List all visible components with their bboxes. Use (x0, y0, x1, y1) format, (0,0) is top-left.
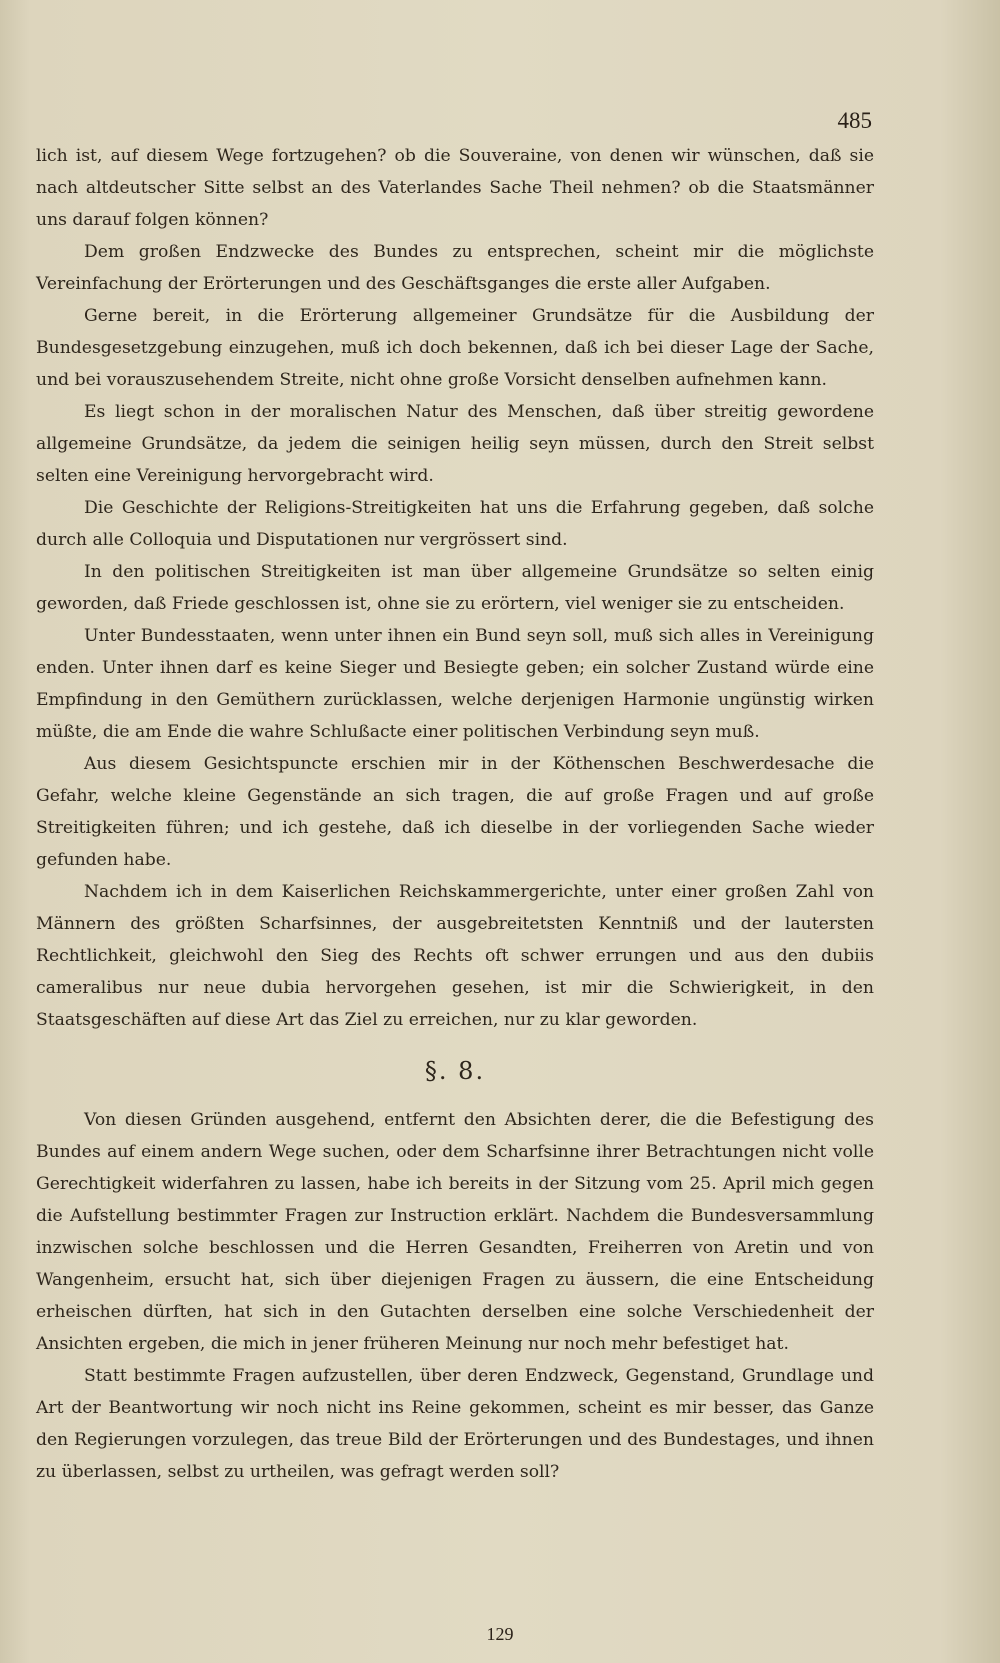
paragraph: Die Geschichte der Religions-Streitigkeiten hat uns die Erfahrung gegeben, daß solche durch alle Colloquia und Disputationen nur vergrössert sind. (36, 498, 874, 550)
paragraph: Statt bestimmte Fragen aufzustellen, über deren Endzweck, Gegenstand, Grundlage und Art der Beantwortung wir noch nicht ins Reine gekommen, scheint es mir besser, das Ganze den Regierungen vorzulegen, das treue Bild der Erörterungen und des Bundestages, und ihnen zu überlassen, selbst zu urtheilen, was gefragt werden soll? (36, 1366, 874, 1482)
paragraph: Von diesen Gründen ausgehend, entfernt den Absichten derer, die die Befestigung des Bundes auf einem andern Wege suchen, oder dem Scharfsinne ihrer Betrachtungen nicht volle Gerechtigkeit widerfahren zu lassen, habe ich bereits in der Sitzung vom 25. April mich gegen die Aufstellung bestimmter Fragen zur Instruction erklärt. Nachdem die Bundesversammlung inzwischen solche beschlossen und die Herren Gesandten, Freiherren von Aretin und von Wangenheim, ersucht hat, sich über diejenigen Fragen zu äussern, die eine Entscheidung erheischen dürften, hat sich in den Gutachten derselben eine solche Verschiedenheit der Ansichten ergeben, die mich in jener früheren Meinung nur noch mehr befestiget hat. (36, 1110, 874, 1354)
paragraph: Nachdem ich in dem Kaiserlichen Reichskammergerichte, unter einer großen Zahl von Männern des größten Scharfsinnes, der ausgebreitetsten Kenntniß und der lautersten Rechtlichkeit, gleichwohl den Sieg des Rechts oft schwer errungen und aus den dubiis cameralibus nur neue dubia hervorgehen gesehen, ist mir die Schwierigkeit, in den Staatsgeschäften auf diese Art das Ziel zu erreichen, nur zu klar geworden. (36, 882, 874, 1030)
body-text (36, 140, 874, 1488)
paragraph: Aus diesem Gesichtspuncte erschien mir in der Köthenschen Beschwerdesache die Gefahr, welche kleine Gegenstände an sich tragen, die auf große Fragen und auf große Streitigkeiten führen; und ich gestehe, daß ich dieselbe in der vorliegenden Sache wieder gefunden habe. (36, 754, 874, 870)
section-heading: §. 8. (424, 1057, 486, 1085)
signature-mark: 129 (486, 1624, 514, 1644)
paragraph: Gerne bereit, in die Erörterung allgemeiner Grundsätze für die Ausbildung der Bundesgesetzgebung einzugehen, muß ich doch bekennen, daß ich bei dieser Lage der Sache, und bei vorauszusehendem Streite, nicht ohne große Vorsicht denselben aufnehmen kann. (36, 306, 874, 390)
paragraph: Dem großen Endzwecke des Bundes zu entsprechen, scheint mir die möglichste Vereinfachung der Erörterungen und des Geschäftsganges die erste aller Aufgaben. (36, 242, 874, 294)
paragraph: Es liegt schon in der moralischen Natur des Menschen, daß über streitig gewordene allgemeine Grundsätze, da jedem die seinigen heilig seyn müssen, durch den Streit selbst selten eine Vereinigung hervorgebracht wird. (36, 402, 874, 486)
paragraph: lich ist, auf diesem Wege fortzugehen? ob die Souveraine, von denen wir wünschen, daß sie nach altdeutscher Sitte selbst an des Vaterlandes Sache Theil nehmen? ob die Staatsmänner uns darauf folgen können? (36, 146, 874, 230)
page-number: 485 (837, 108, 872, 133)
paragraph: In den politischen Streitigkeiten ist man über allgemeine Grundsätze so selten einig geworden, daß Friede geschlossen ist, ohne sie zu erörtern, viel weniger sie zu entscheiden. (36, 562, 874, 614)
paragraph: Unter Bundesstaaten, wenn unter ihnen ein Bund seyn soll, muß sich alles in Vereinigung enden. Unter ihnen darf es keine Sieger und Besiegte geben; ein solcher Zustand würde eine Empfindung in den Gemüthern zurücklassen, welche derjenigen Harmonie ungünstig wirken müßte, die am Ende die wahre Schlußacte einer politischen Verbindung seyn muß. (36, 626, 874, 742)
